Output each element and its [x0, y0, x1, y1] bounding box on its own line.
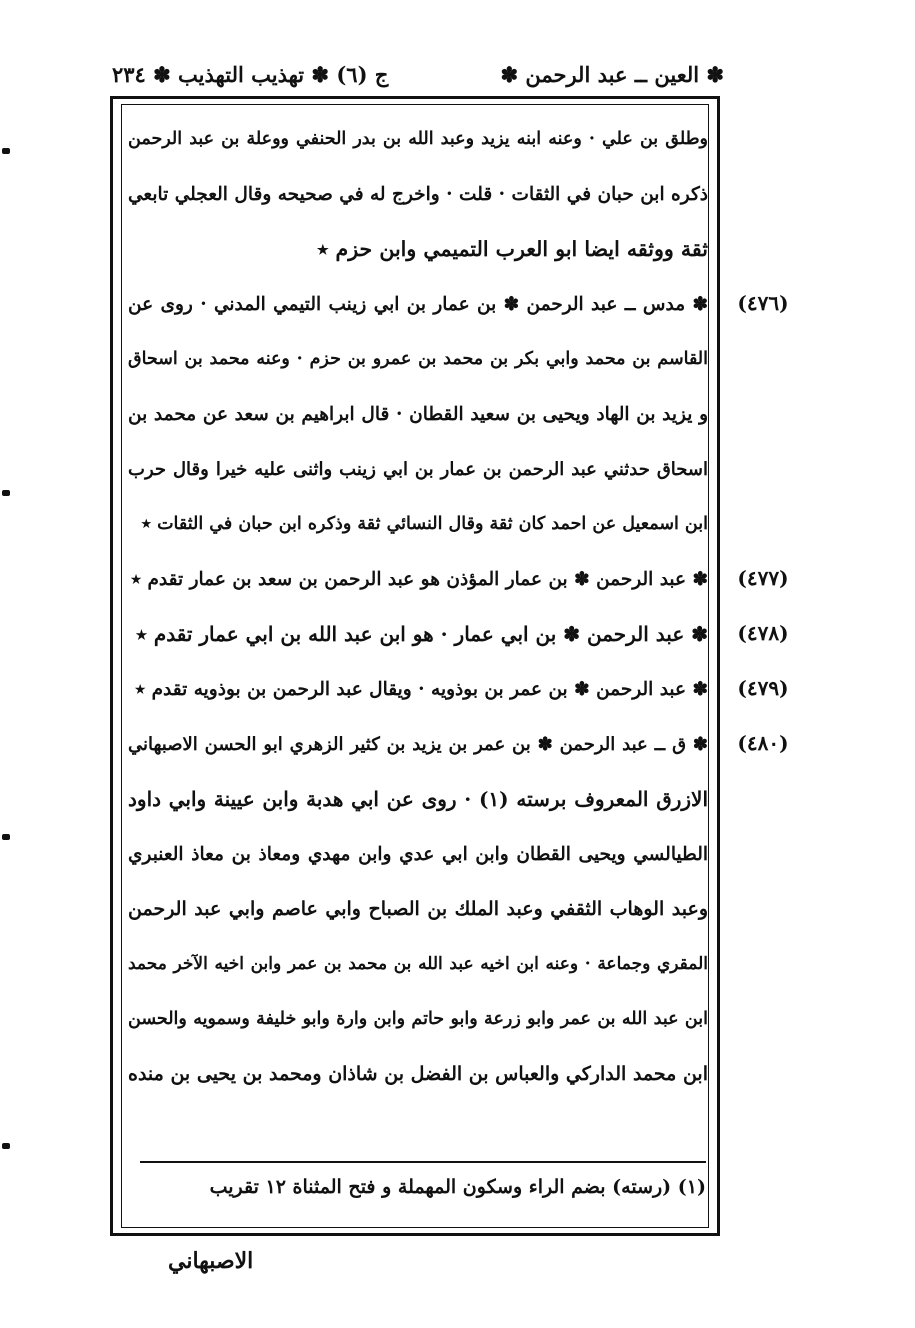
entry-number: (٤٨٠): [737, 731, 789, 755]
text-line: ✽ ق ــ عبد الرحمن ✽ بن عمر بن يزيد بن كثير الزهري ابو الحسن الاصبهاني: [128, 734, 708, 755]
text-line: ✽ عبد الرحمن ✽ بن عمر بن بوذويه · ويقال عبد الرحمن بن بوذويه تقدم ٭: [135, 679, 708, 700]
text-line: ✽ عبد الرحمن ✽ بن ابي عمار · هو ابن عبد الله بن ابي عمار تقدم ٭: [135, 622, 708, 646]
footnote-separator: [140, 1161, 706, 1163]
text-line: وعبد الوهاب الثقفي وعبد الملك بن الصباح وابي عاصم وابي عبد الرحمن: [128, 898, 708, 920]
text-line: ابن اسمعيل عن احمد كان ثقة وقال النسائي ثقة وذكره ابن حبان في الثقات ٭: [141, 514, 708, 534]
text-line: الطيالسي ويحيى القطان وابن ابي عدي وابن مهدي ومعاذ بن معاذ العنبري: [128, 844, 708, 865]
header-right: ✽ العين ــ عبد الرحمن ✽: [500, 61, 724, 87]
text-line: الازرق المعروف برسته (١) · روى عن ابي هدبة وابن عيينة وابي داود: [128, 787, 708, 811]
text-line: ✽ مدس ــ عبد الرحمن ✽ بن عمار بن ابي زينب التيمي المدني · روى عن: [128, 294, 708, 315]
entry-number: (٤٧٩): [737, 676, 789, 700]
header-left: ج (٦) ✽ تهذيب التهذيب ✽ ٢٣٤: [112, 61, 389, 87]
entry-number: (٤٧٧): [737, 566, 789, 590]
margin-mark: [2, 148, 10, 154]
margin-mark: [2, 490, 10, 496]
margin-mark: [2, 834, 10, 840]
entry-number: (٤٧٦): [737, 291, 789, 315]
text-line: القاسم بن محمد وابي بكر بن محمد بن عمرو بن حزم · وعنه محمد بن اسحاق: [128, 349, 708, 369]
text-line: وطلق بن علي · وعنه ابنه يزيد وعبد الله بن بدر الحنفي ووعلة بن عبد الرحمن: [128, 129, 708, 149]
text-line: ابن محمد الداركي والعباس بن الفضل بن شاذان ومحمد بن يحيى بن منده: [128, 1063, 708, 1085]
entry-number: (٤٧٨): [737, 621, 789, 645]
main-text: [128, 112, 708, 1102]
text-line: ✽ عبد الرحمن ✽ بن عمار المؤذن هو عبد الرحمن بن سعد بن عمار تقدم ٭: [130, 569, 708, 590]
catchword: الاصبهاني: [168, 1248, 254, 1274]
running-header: [112, 52, 724, 96]
margin-mark: [2, 1143, 10, 1149]
footnote: (١) (رسته) بضم الراء وسكون المهملة و فتح المثناة ١٢ تقريب: [209, 1176, 706, 1198]
text-line: اسحاق حدثني عبد الرحمن بن عمار بن ابي زينب واثنى عليه خيرا وقال حرب: [128, 459, 708, 480]
text-line: ذكره ابن حبان في الثقات · قلت · واخرج له في صحيحه وقال العجلي تابعي: [128, 184, 708, 205]
text-line: و يزيد بن الهاد ويحيى بن سعيد القطان · قال ابراهيم بن سعد عن محمد بن: [128, 404, 708, 425]
text-line: المقري وجماعة · وعنه ابن اخيه عبد الله بن محمد بن عمر وابن اخيه الآخر محمد: [128, 954, 708, 974]
text-line: ثقة ووثقه ايضا ابو العرب التميمي وابن حزم ٭: [317, 237, 708, 261]
text-line: ابن عبد الله بن عمر وابو زرعة وابو حاتم وابن وارة وابو خليفة وسمويه والحسن: [128, 1009, 708, 1029]
